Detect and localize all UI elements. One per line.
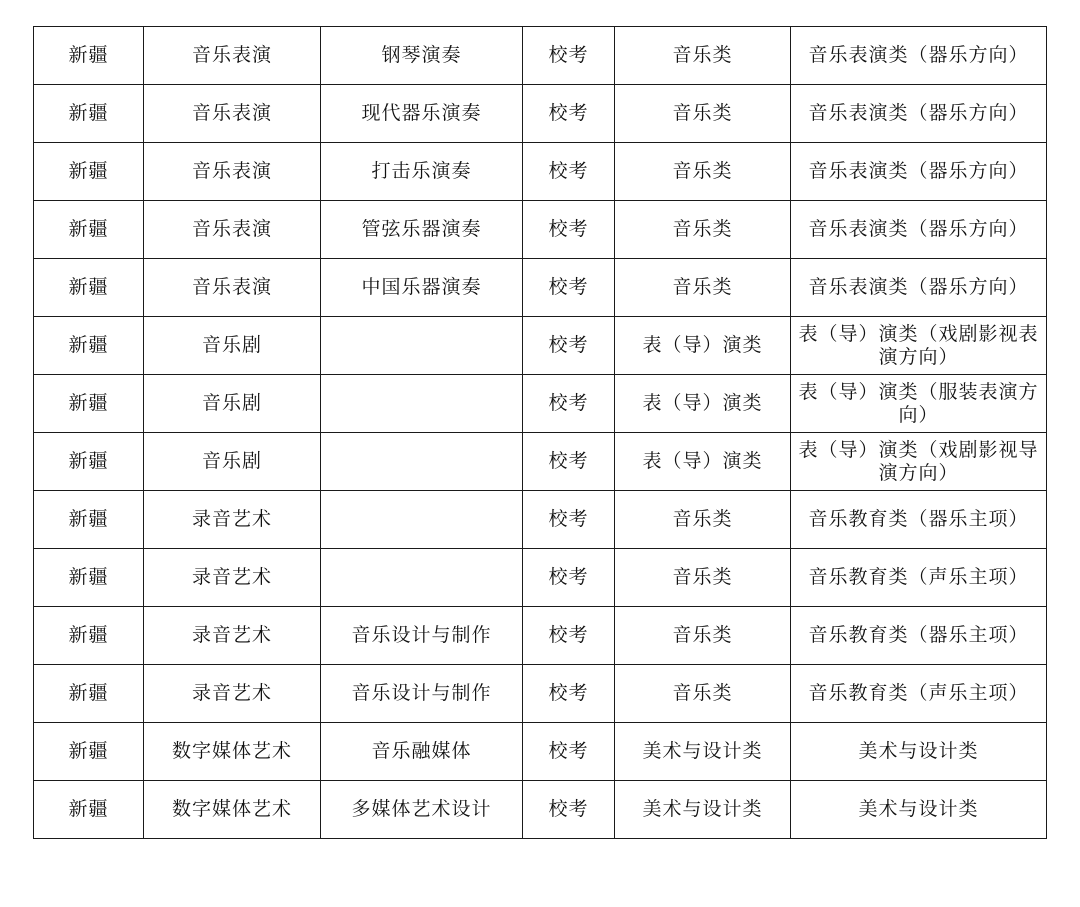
table-row <box>34 143 1047 201</box>
exam-category-cell: 表（导）演类（戏剧影视表演方向） <box>791 317 1047 375</box>
exam-category-cell: 音乐教育类（器乐主项） <box>791 607 1047 665</box>
exam-type-cell: 校考 <box>523 549 615 607</box>
exam-type-cell: 校考 <box>523 85 615 143</box>
province-cell: 新疆 <box>34 375 144 433</box>
exam-type-cell: 校考 <box>523 665 615 723</box>
province-cell: 新疆 <box>34 433 144 491</box>
province-cell: 新疆 <box>34 781 144 839</box>
province-cell: 新疆 <box>34 143 144 201</box>
category-cell: 音乐类 <box>615 549 791 607</box>
exam-category-cell: 音乐教育类（声乐主项） <box>791 665 1047 723</box>
province-cell: 新疆 <box>34 317 144 375</box>
category-cell: 音乐类 <box>615 27 791 85</box>
category-cell: 音乐类 <box>615 201 791 259</box>
major-cell: 音乐表演 <box>144 27 321 85</box>
exam-type-cell: 校考 <box>523 607 615 665</box>
province-cell: 新疆 <box>34 607 144 665</box>
category-cell: 音乐类 <box>615 491 791 549</box>
exam-type-cell: 校考 <box>523 491 615 549</box>
direction-cell <box>321 433 523 491</box>
exam-type-cell: 校考 <box>523 375 615 433</box>
exam-type-cell: 校考 <box>523 433 615 491</box>
table-row <box>34 723 1047 781</box>
major-cell: 录音艺术 <box>144 665 321 723</box>
major-cell: 录音艺术 <box>144 607 321 665</box>
province-cell: 新疆 <box>34 85 144 143</box>
category-cell: 表（导）演类 <box>615 317 791 375</box>
province-cell: 新疆 <box>34 549 144 607</box>
exam-type-cell: 校考 <box>523 201 615 259</box>
category-cell: 音乐类 <box>615 665 791 723</box>
admissions-table <box>33 26 1047 839</box>
major-cell: 音乐表演 <box>144 143 321 201</box>
direction-cell: 打击乐演奏 <box>321 143 523 201</box>
exam-type-cell: 校考 <box>523 723 615 781</box>
major-cell: 数字媒体艺术 <box>144 723 321 781</box>
exam-category-cell: 音乐教育类（器乐主项） <box>791 491 1047 549</box>
category-cell: 音乐类 <box>615 143 791 201</box>
exam-type-cell: 校考 <box>523 317 615 375</box>
province-cell: 新疆 <box>34 491 144 549</box>
direction-cell <box>321 491 523 549</box>
province-cell: 新疆 <box>34 665 144 723</box>
exam-category-cell: 音乐表演类（器乐方向） <box>791 27 1047 85</box>
major-cell: 录音艺术 <box>144 549 321 607</box>
direction-cell <box>321 317 523 375</box>
category-cell: 音乐类 <box>615 259 791 317</box>
table-body <box>34 27 1047 839</box>
province-cell: 新疆 <box>34 259 144 317</box>
table-row <box>34 433 1047 491</box>
province-cell: 新疆 <box>34 201 144 259</box>
major-cell: 音乐表演 <box>144 259 321 317</box>
exam-category-cell: 音乐教育类（声乐主项） <box>791 549 1047 607</box>
direction-cell: 现代器乐演奏 <box>321 85 523 143</box>
table-row <box>34 607 1047 665</box>
province-cell: 新疆 <box>34 27 144 85</box>
exam-type-cell: 校考 <box>523 259 615 317</box>
exam-category-cell: 美术与设计类 <box>791 781 1047 839</box>
exam-type-cell: 校考 <box>523 143 615 201</box>
major-cell: 数字媒体艺术 <box>144 781 321 839</box>
direction-cell <box>321 549 523 607</box>
table-row <box>34 549 1047 607</box>
exam-type-cell: 校考 <box>523 27 615 85</box>
direction-cell: 多媒体艺术设计 <box>321 781 523 839</box>
direction-cell: 音乐设计与制作 <box>321 665 523 723</box>
table-row <box>34 375 1047 433</box>
category-cell: 美术与设计类 <box>615 723 791 781</box>
table-row <box>34 317 1047 375</box>
major-cell: 音乐剧 <box>144 433 321 491</box>
exam-category-cell: 音乐表演类（器乐方向） <box>791 201 1047 259</box>
category-cell: 音乐类 <box>615 607 791 665</box>
category-cell: 音乐类 <box>615 85 791 143</box>
major-cell: 录音艺术 <box>144 491 321 549</box>
exam-category-cell: 音乐表演类（器乐方向） <box>791 143 1047 201</box>
exam-category-cell: 美术与设计类 <box>791 723 1047 781</box>
exam-category-cell: 音乐表演类（器乐方向） <box>791 259 1047 317</box>
direction-cell <box>321 375 523 433</box>
exam-category-cell: 音乐表演类（器乐方向） <box>791 85 1047 143</box>
table-row <box>34 85 1047 143</box>
major-cell: 音乐剧 <box>144 375 321 433</box>
category-cell: 美术与设计类 <box>615 781 791 839</box>
major-cell: 音乐剧 <box>144 317 321 375</box>
table-row <box>34 201 1047 259</box>
major-cell: 音乐表演 <box>144 201 321 259</box>
direction-cell: 音乐融媒体 <box>321 723 523 781</box>
table-row <box>34 665 1047 723</box>
admissions-table-sheet <box>33 26 1046 839</box>
province-cell: 新疆 <box>34 723 144 781</box>
table-row <box>34 27 1047 85</box>
table-row <box>34 781 1047 839</box>
major-cell: 音乐表演 <box>144 85 321 143</box>
exam-category-cell: 表（导）演类（戏剧影视导演方向） <box>791 433 1047 491</box>
table-row <box>34 491 1047 549</box>
direction-cell: 中国乐器演奏 <box>321 259 523 317</box>
table-row <box>34 259 1047 317</box>
direction-cell: 钢琴演奏 <box>321 27 523 85</box>
category-cell: 表（导）演类 <box>615 375 791 433</box>
direction-cell: 管弦乐器演奏 <box>321 201 523 259</box>
category-cell: 表（导）演类 <box>615 433 791 491</box>
exam-type-cell: 校考 <box>523 781 615 839</box>
exam-category-cell: 表（导）演类（服装表演方向） <box>791 375 1047 433</box>
direction-cell: 音乐设计与制作 <box>321 607 523 665</box>
